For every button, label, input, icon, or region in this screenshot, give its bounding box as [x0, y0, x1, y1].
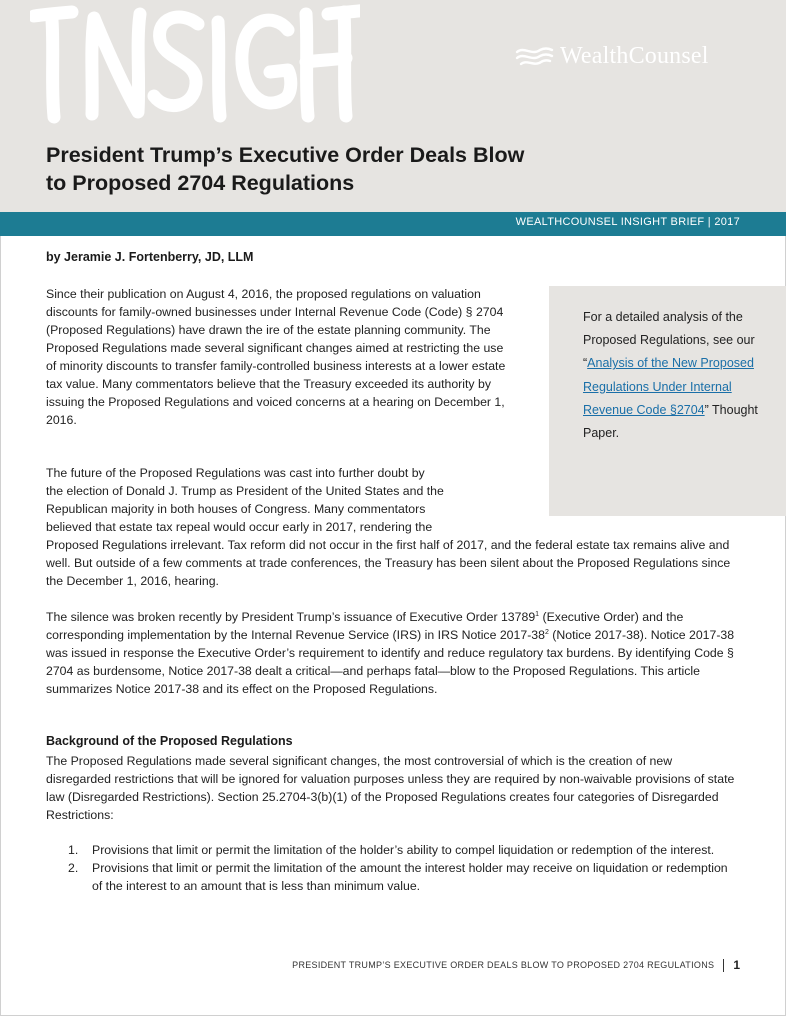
insight-logo — [30, 0, 360, 127]
insight-brief-band — [0, 212, 786, 236]
paragraph-future-line-1: The future of the Proposed Regulations was cast into further doubt by — [46, 466, 425, 480]
sidebar-outro: ” Thought Paper. — [583, 402, 758, 441]
paragraph-silence-c: (Notice 2017-38). Notice 2017-38 was issued in response the Executive Order’s requirement to identify and reduce regulatory tax burdens. By identifying Code § 2704 as burdensome, Notice 2017-38 dealt a critical—and perhaps fatal—blow to the Proposed Regulations. This article summarizes Notice 2017-38 and its effect on the Proposed Regulations. — [46, 628, 735, 696]
list-item — [46, 841, 740, 859]
document-title — [46, 141, 666, 197]
section-heading-background: Background of the Proposed Regulations — [46, 734, 293, 748]
paragraph-future-line-2: the election of Donald J. Trump as President of the United States and the — [46, 484, 444, 498]
paragraph-silence — [46, 608, 740, 698]
wealthcounsel-brand — [514, 43, 709, 69]
list-item-text: Provisions that limit or permit the limitation of the amount the interest holder may receive on liquidation or redemption of the interest to an amount that is less than minimum value. — [92, 861, 728, 893]
footnote-ref-2[interactable]: 2 — [544, 628, 549, 636]
list-item — [46, 859, 740, 895]
footer-running-title: PRESIDENT TRUMP’S EXECUTIVE ORDER DEALS BLOW TO PROPOSED 2704 REGULATIONS — [292, 960, 715, 970]
list-item-text: Provisions that limit or permit the limitation of the holder’s ability to compel liquidation or redemption of the interest. — [92, 843, 715, 857]
author-byline: by Jeramie J. Fortenberry, JD, LLM — [46, 250, 254, 264]
paragraph-future-line-3: Republican majority in both houses of Congress. Many commentators — [46, 502, 426, 516]
list-item-number: 1. — [68, 843, 79, 857]
paragraph-future — [46, 464, 740, 590]
brand-name: WealthCounsel — [560, 42, 709, 69]
disregarded-restrictions-list — [46, 841, 740, 895]
paragraph-future-rest: Proposed Regulations irrelevant. Tax reform did not occur in the first half of 2017, and the federal estate tax remains alive and well. But outside of a few comments at trade conferences, the Treasury has been silent about the Proposed Regulations since the December 1, 2016, hearing. — [46, 538, 731, 588]
sidebar-intro: For a detailed analysis of the Proposed Regulations, see our “ — [583, 310, 755, 371]
sidebar-text — [583, 306, 758, 445]
page-footer — [292, 958, 740, 972]
band-label: WEALTHCOUNSEL INSIGHT BRIEF | 2017 — [515, 216, 740, 228]
list-item-number: 2. — [68, 861, 79, 875]
paragraph-future-line-4: believed that estate tax repeal would occur early in 2017, rendering the — [46, 520, 433, 534]
paragraph-intro: Since their publication on August 4, 2016, the proposed regulations on valuation discounts for family-owned businesses under Internal Revenue Code (Code) § 2704 (Proposed Regulations) have drawn the ire of the estate planning community. The Proposed Regulations made several significant changes aimed at restricting the use of minority discounts to transfer family-controlled business interests at a lower estate tax value. Many commentators believe that the Treasury exceeded its authority by issuing the Proposed Regulations and voiced concerns at a hearing on December 1, 2016. — [46, 287, 506, 427]
paragraph-silence-b: (Executive Order) and the corresponding implementation by the Internal Revenue Service (IRS) in IRS Notice 2017-38 — [46, 610, 684, 642]
page-header — [0, 0, 786, 212]
wealthcounsel-logo-icon — [514, 45, 554, 67]
paragraph-silence-a: The silence was broken recently by President Trump’s issuance of Executive Order 13789 — [46, 610, 536, 624]
footnote-ref-1[interactable]: 1 — [535, 610, 540, 618]
title-line-2: to Proposed 2704 Regulations — [46, 171, 355, 195]
title-line-1: President Trump’s Executive Order Deals Blow — [46, 143, 525, 167]
footer-divider — [723, 959, 724, 972]
paragraph-background: The Proposed Regulations made several significant changes, the most controversial of which is the creation of new disregarded restrictions that will be ignored for valuation purposes unless they are required by non-waivable provisions of state law (Disregarded Restrictions). Section 25.2704-3(b)(1) of the Proposed Regulations creates four categories of Disregarded Restrictions: — [46, 754, 735, 822]
page-number: 1 — [733, 958, 740, 972]
analysis-thought-paper-link[interactable]: Analysis of the New Proposed Regulations Under Internal Revenue Code §2704 — [583, 356, 754, 417]
